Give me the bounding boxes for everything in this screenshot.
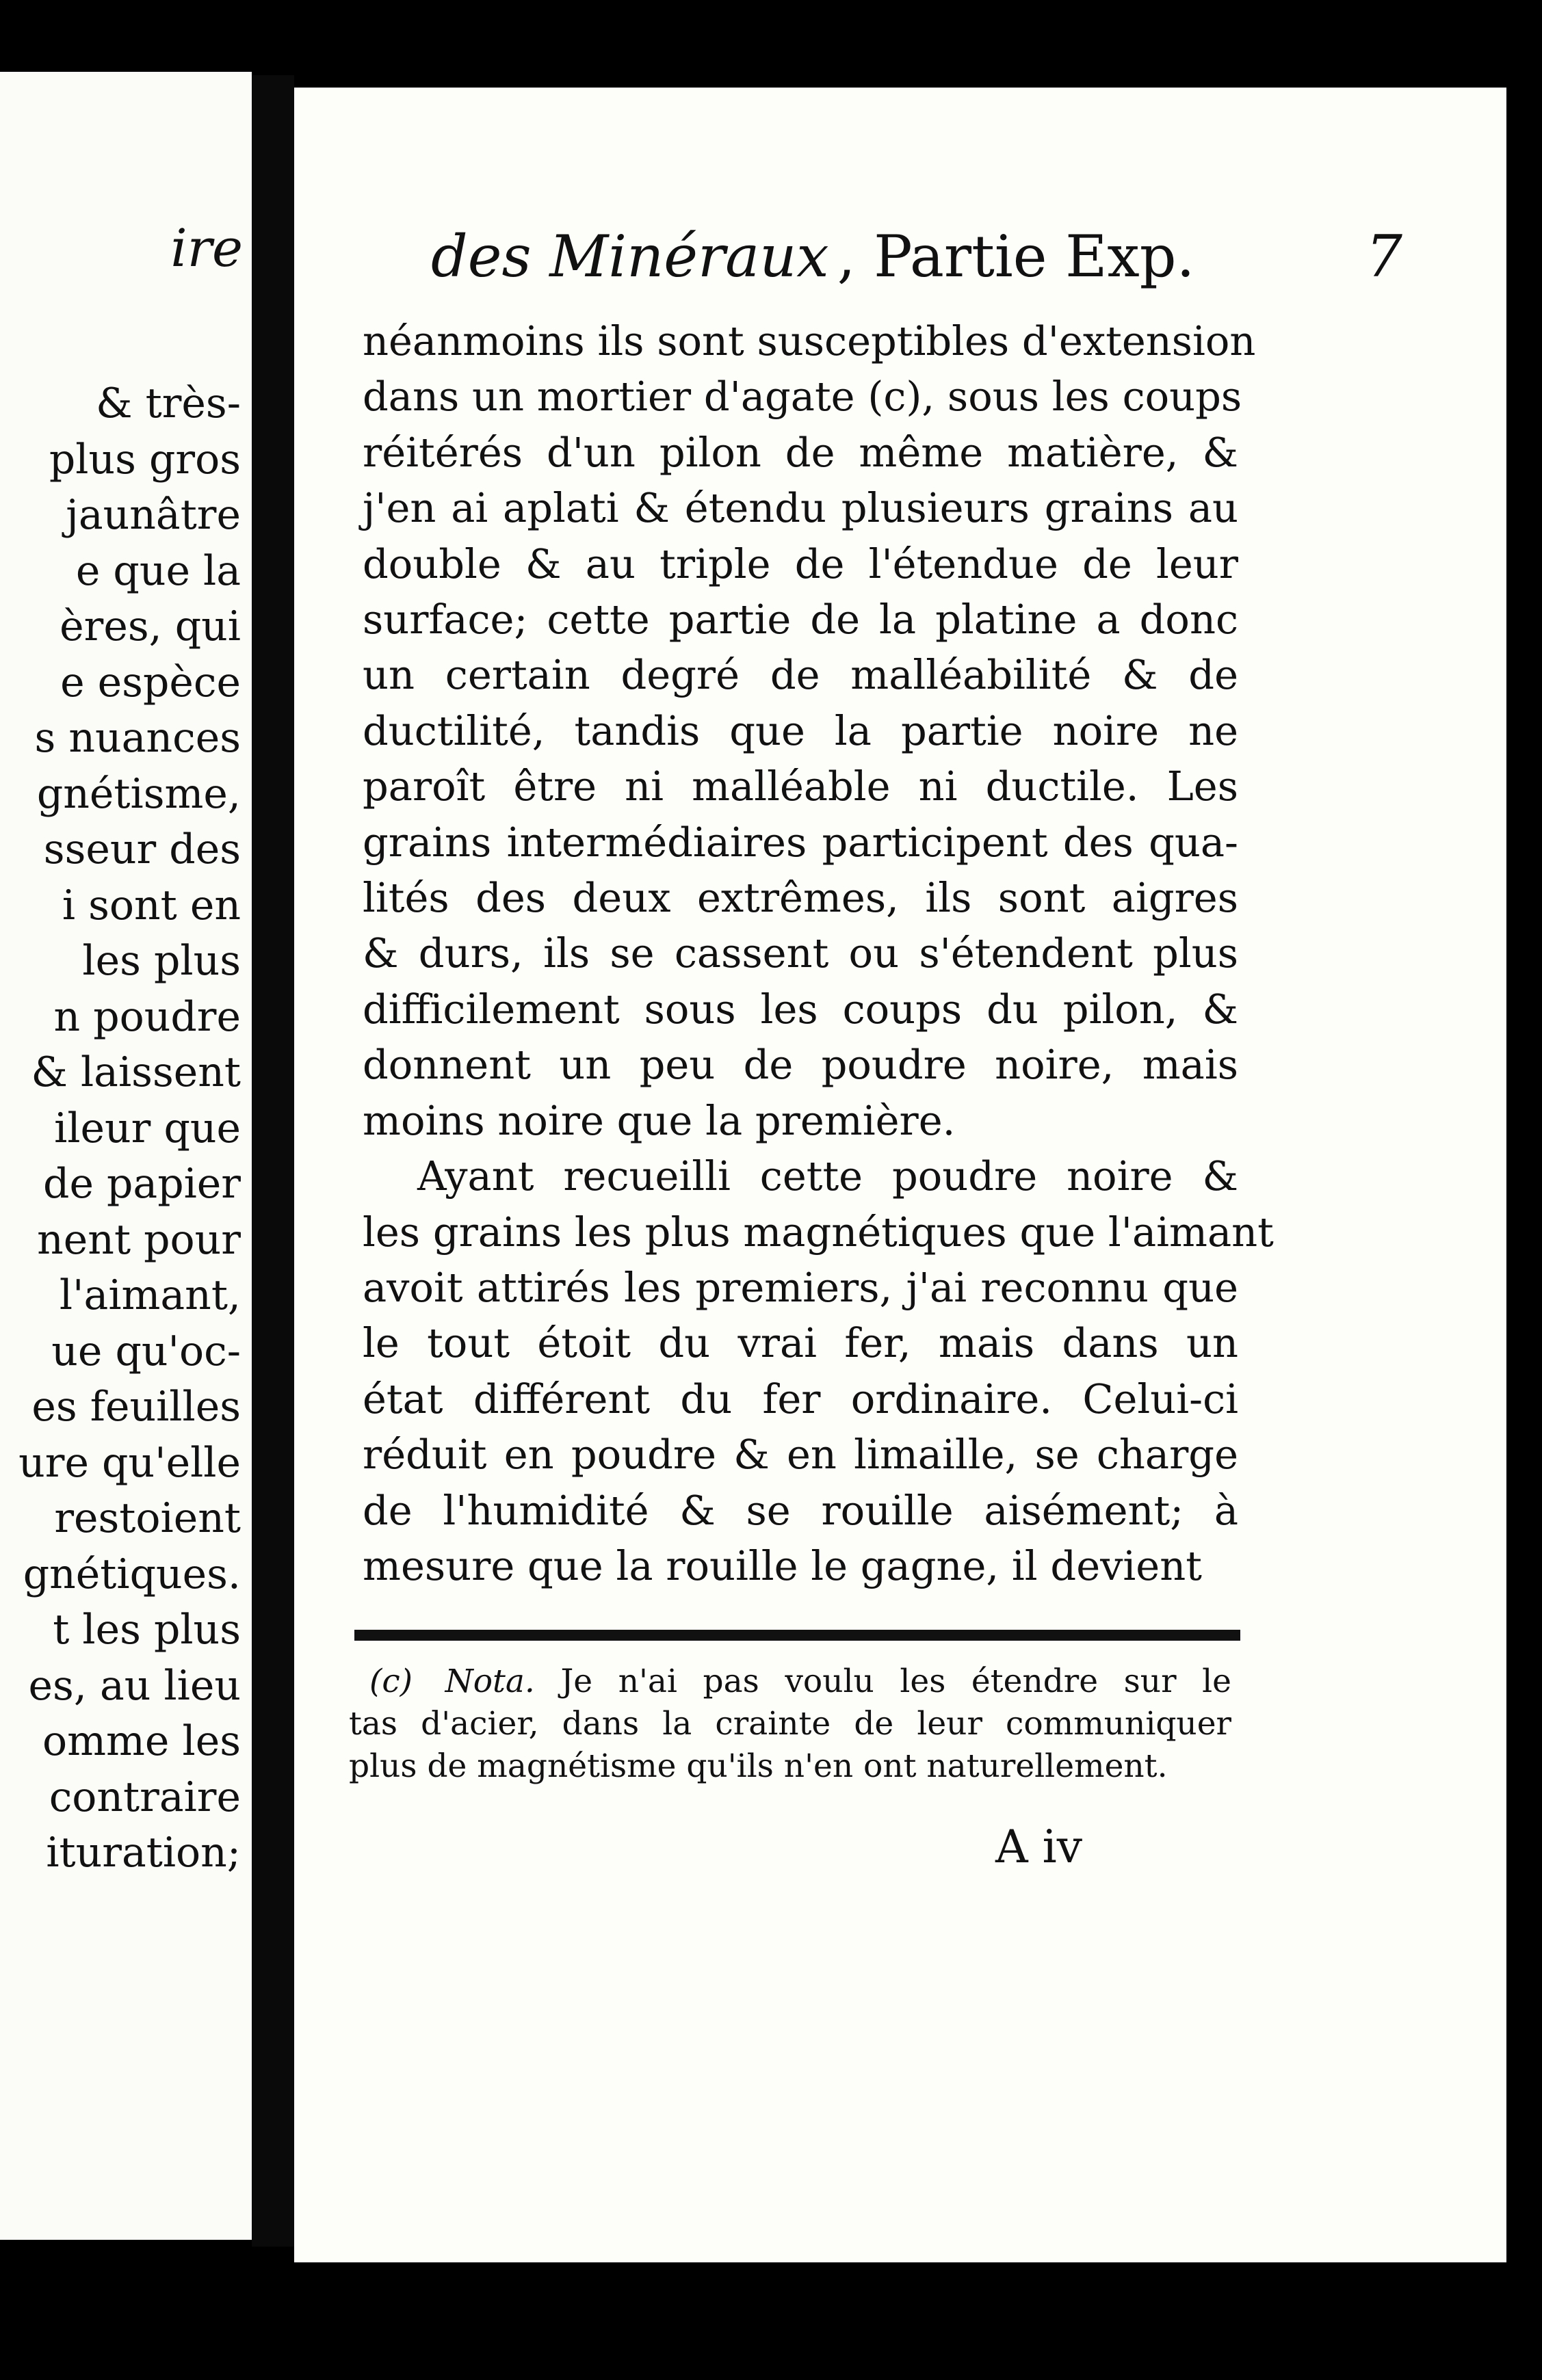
body-line: difficilement sous les coups du pilon, &: [363, 985, 1238, 1033]
previous-page-line: gnétiques.: [23, 1550, 241, 1598]
footnote-label: (c): [369, 1663, 413, 1700]
body-line: surface; cette partie de la platine a donc: [363, 596, 1238, 644]
body-line: un certain degré de malléabilité & de: [363, 651, 1238, 699]
previous-page-line: ileur que: [54, 1104, 241, 1152]
body-line: donnent un peu de poudre noire, mais: [363, 1041, 1238, 1089]
previous-page-line: ure qu'elle: [18, 1438, 241, 1487]
body-line: grains intermédiaires participent des qua-: [363, 818, 1238, 866]
running-head-title: des Minéraux: [431, 223, 829, 290]
previous-page-line: l'aimant,: [59, 1271, 241, 1319]
body-line: réduit en poudre & en limaille, se charge: [363, 1431, 1238, 1479]
previous-page-line: contraire: [49, 1773, 241, 1821]
body-text: [363, 313, 1274, 1594]
previous-page-line: restoient: [54, 1494, 241, 1542]
footnote-line: [349, 1661, 1231, 1703]
body-line: Ayant recueilli cette poudre noire &: [417, 1152, 1238, 1200]
previous-page-line: e espèce: [60, 658, 241, 706]
previous-page-line: omme les: [42, 1717, 241, 1765]
body-line: & durs, ils se cassent ou s'étendent plus: [363, 929, 1238, 977]
footnote-text: Je n'ai pas voulu les étendre sur le: [560, 1663, 1231, 1700]
body-line: lités des deux extrêmes, ils sont aigres: [363, 874, 1238, 922]
previous-page-line: de papier: [43, 1160, 241, 1208]
previous-page-line: nent pour: [37, 1215, 241, 1264]
body-line: moins noire que la première.: [363, 1096, 956, 1144]
previous-page-line: ituration;: [46, 1829, 241, 1877]
signature-mark: A iv: [995, 1821, 1083, 1873]
previous-page-line: jaunâtre: [66, 491, 241, 539]
previous-page-line: plus gros: [49, 435, 241, 484]
body-line: mesure que la rouille le gagne, il devient: [363, 1542, 1202, 1589]
body-line: réitérés d'un pilon de même matière, &: [363, 428, 1238, 476]
footnote-line: plus de magnétisme qu'ils n'en ont naturellement.: [349, 1747, 1168, 1785]
previous-page-line: ue qu'oc-: [51, 1327, 241, 1375]
body-line: double & au triple de l'étendue de leur: [363, 540, 1238, 587]
footnote: [349, 1661, 1231, 1788]
body-line: paroît être ni malléable ni ductile. Les: [363, 763, 1238, 810]
body-line: avoit attirés les premiers, j'ai reconnu que: [363, 1263, 1238, 1311]
previous-page: [0, 72, 252, 2240]
body-line: dans un mortier d'agate (c), sous les coups: [363, 373, 1242, 421]
previous-page-line: ères, qui: [60, 603, 241, 650]
body-line: les grains les plus magnétiques que l'aimant: [363, 1208, 1274, 1256]
running-head: [431, 223, 1402, 290]
previous-page-line: & très-: [96, 380, 241, 427]
previous-page-line: & laissent: [31, 1048, 241, 1096]
previous-page-line: les plus: [82, 937, 241, 985]
page-number: 7: [1365, 223, 1402, 290]
previous-page-line: e que la: [75, 546, 241, 595]
body-line: de l'humidité & se rouille aisément; à: [363, 1486, 1238, 1534]
body-line: néanmoins ils sont susceptibles d'extension: [363, 317, 1256, 365]
previous-page-line: es, au lieu: [28, 1661, 241, 1710]
previous-page-line: gnétisme,: [36, 769, 241, 818]
footnote-nota: Nota.: [445, 1663, 535, 1700]
running-head-part: , Partie Exp.: [837, 223, 1195, 290]
current-page: [294, 88, 1506, 2262]
previous-page-line: i sont en: [62, 881, 241, 929]
body-line: état différent du fer ordinaire. Celui-ci: [363, 1375, 1238, 1423]
previous-page-line: es feuilles: [31, 1383, 241, 1431]
footnote-rule: [354, 1630, 1240, 1641]
previous-page-line: s nuances: [34, 714, 241, 762]
footnote-line: tas d'acier, dans la crainte de leur communiquer: [349, 1705, 1231, 1743]
body-line: le tout étoit du vrai fer, mais dans un: [363, 1319, 1238, 1367]
book-gutter: [252, 75, 294, 2247]
previous-page-line: t les plus: [53, 1606, 241, 1654]
previous-page-line: sseur des: [43, 825, 241, 873]
previous-page-running-head: ire: [170, 217, 243, 278]
body-line: j'en ai aplati & étendu plusieurs grains au: [363, 484, 1238, 532]
body-line: ductilité, tandis que la partie noire ne: [363, 706, 1238, 754]
previous-page-text: [0, 376, 241, 1881]
previous-page-line: n poudre: [53, 992, 241, 1041]
